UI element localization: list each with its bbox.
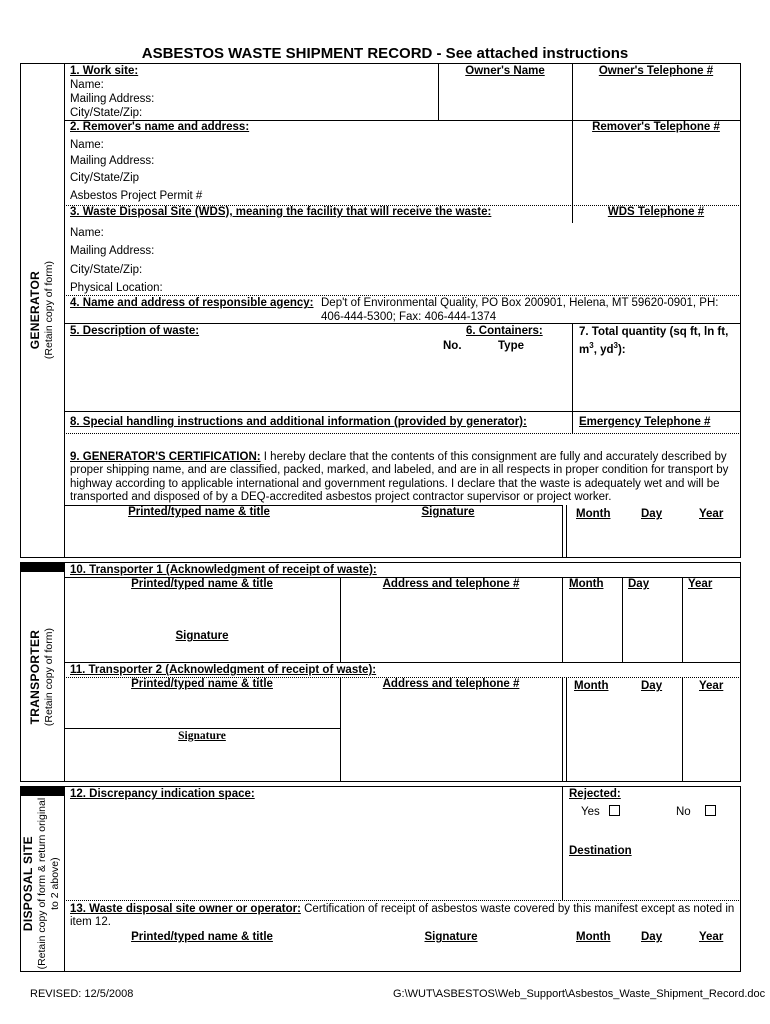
generator-section-label — [20, 64, 64, 557]
transporter1-heading: 10. Transporter 1 (Acknowledgment of receipt of waste): — [70, 564, 377, 576]
wds-telephone-label: WDS Telephone # — [607, 206, 705, 218]
rejected-yes-label: Yes — [581, 806, 600, 818]
generator-certification: 9. GENERATOR'S CERTIFICATION: I hereby declare that the contents of this consignment are fully and accurately described by proper shipping name, and are classified, packed, marked, and labeled, and are in all respects in proper condition for transport by highway according to applicable international and government regulations. I declare that the waste is adequately wet and will be transported and disposed of by a DEQ-accredited asbestos project contractor supervisor or project worker. — [70, 451, 729, 503]
owner-telephone-label: Owner's Telephone # — [598, 65, 714, 77]
disposal-signature-label: Signature — [424, 931, 478, 943]
generator-sublabel: (Retain copy of form) — [42, 261, 55, 360]
wds-city-field[interactable]: City/State/Zip: — [70, 264, 143, 276]
t1-address-label: Address and telephone # — [382, 578, 520, 590]
special-handling-heading: 8. Special handling instructions and additional information (provided by generator): — [70, 416, 527, 428]
revised-date: REVISED: 12/5/2008 — [30, 988, 134, 1000]
total-quantity-label: 7. Total quantity (sq ft, ln ft, $m^3$, $yd^3$): — [579, 326, 729, 356]
t1-name-field[interactable] — [66, 594, 338, 628]
t2-month-label: Month — [574, 680, 609, 692]
transporter-label: TRANSPORTER — [27, 629, 42, 725]
gen-signature-label: Signature — [421, 506, 475, 518]
rejected-no-option[interactable] — [676, 805, 716, 818]
gen-name-field[interactable] — [66, 522, 560, 555]
owner-name-label: Owner's Name — [465, 65, 545, 77]
t1-day-label: Day — [628, 578, 650, 590]
transporter-section-label — [20, 572, 64, 782]
form-title: ASBESTOS WASTE SHIPMENT RECORD - See attached instructions — [141, 45, 629, 62]
disposal-year-label: Year — [699, 931, 724, 943]
disposal-name-field[interactable] — [66, 946, 560, 970]
rejected-label: Rejected: — [569, 788, 621, 800]
remover-telephone-label: Remover's Telephone # — [592, 121, 720, 133]
rejected-no-checkbox[interactable] — [705, 805, 716, 816]
t2-year-label: Year — [699, 680, 724, 692]
wds-mailing-field[interactable]: Mailing Address: — [70, 245, 155, 257]
gen-day-label: Day — [641, 508, 663, 520]
emergency-telephone-label: Emergency Telephone # — [579, 416, 711, 428]
disposal-day-label: Day — [641, 931, 663, 943]
t1-address-field[interactable] — [342, 594, 560, 660]
t2-day-label: Day — [641, 680, 663, 692]
transporter-sublabel: (Retain copy of form) — [42, 627, 55, 727]
containers-heading: 6. Containers: — [466, 325, 543, 337]
disposal-sublabel-2: to 2 above) — [49, 857, 62, 911]
t2-address-field[interactable] — [342, 694, 560, 779]
rejected-yes-option[interactable] — [581, 805, 620, 818]
wds-location-field[interactable]: Physical Location: — [70, 282, 163, 294]
t2-name-field[interactable] — [66, 694, 338, 726]
gen-printed-name-label: Printed/typed name & title — [128, 506, 270, 518]
remover-mailing-field[interactable]: Mailing Address: — [70, 155, 155, 167]
agency-heading: 4. Name and address of responsible agency: — [70, 297, 314, 309]
wds-heading: 3. Waste Disposal Site (WDS), meaning the facility that will receive the waste: — [70, 206, 492, 218]
containers-no-label: No. — [443, 340, 462, 352]
t2-printed-name-label: Printed/typed name & title — [131, 678, 273, 690]
work-site-city-field[interactable]: City/State/Zip: — [70, 107, 143, 119]
waste-description-heading: 5. Description of waste: — [70, 325, 200, 337]
work-site-name-field[interactable]: Name: — [70, 79, 104, 91]
gen-year-label: Year — [699, 508, 724, 520]
containers-type-label: Type — [498, 340, 524, 352]
work-site-mailing-field[interactable]: Mailing Address: — [70, 93, 155, 105]
agency-address-line2: 406-444-5300; Fax: 406-444-1374 — [321, 311, 497, 323]
disposal-sublabel-1: (Retain copy of form & return original — [36, 798, 49, 970]
disposal-month-label: Month — [576, 931, 611, 943]
rejected-yes-checkbox[interactable] — [609, 805, 620, 816]
asbestos-permit-field[interactable]: Asbestos Project Permit # — [70, 190, 203, 202]
transporter2-heading: 11. Transporter 2 (Acknowledgment of receipt of waste): — [70, 664, 377, 676]
disposal-printed-name-label: Printed/typed name & title — [131, 931, 273, 943]
remover-city-field[interactable]: City/State/Zip — [70, 172, 140, 184]
rejected-no-label: No — [676, 806, 691, 818]
destination-label: Destination — [569, 845, 632, 857]
discrepancy-heading: 12. Discrepancy indication space: — [70, 788, 255, 800]
document-path: G:\WUT\ASBESTOS\Web_Support\Asbestos_Waste_Shipment_Record.doc — [393, 988, 766, 1000]
disposal-label: DISPOSAL SITE — [21, 836, 36, 932]
discrepancy-field[interactable] — [66, 803, 560, 899]
t1-year-label: Year — [688, 578, 713, 590]
t2-signature-label: Signature — [178, 730, 226, 742]
remover-heading: 2. Remover's name and address: — [70, 121, 250, 133]
disposal-owner-certification: 13. Waste disposal site owner or operator: Certification of receipt of asbestos waste covered by this manifest except as noted in item 12. — [70, 903, 735, 929]
t1-printed-name-label: Printed/typed name & title — [131, 578, 273, 590]
wds-name-field[interactable]: Name: — [70, 227, 104, 239]
gen-month-label: Month — [576, 508, 611, 520]
t1-month-label: Month — [569, 578, 604, 590]
generator-label: GENERATOR — [27, 271, 42, 350]
disposal-section-label — [20, 796, 64, 972]
remover-name-field[interactable]: Name: — [70, 139, 104, 151]
agency-address-line1: Dep't of Environmental Quality, PO Box 200901, Helena, MT 59620-0901, PH: — [321, 297, 719, 309]
t2-address-label: Address and telephone # — [382, 678, 520, 690]
t1-signature-label: Signature — [175, 630, 229, 642]
work-site-heading: 1. Work site: — [70, 65, 139, 77]
